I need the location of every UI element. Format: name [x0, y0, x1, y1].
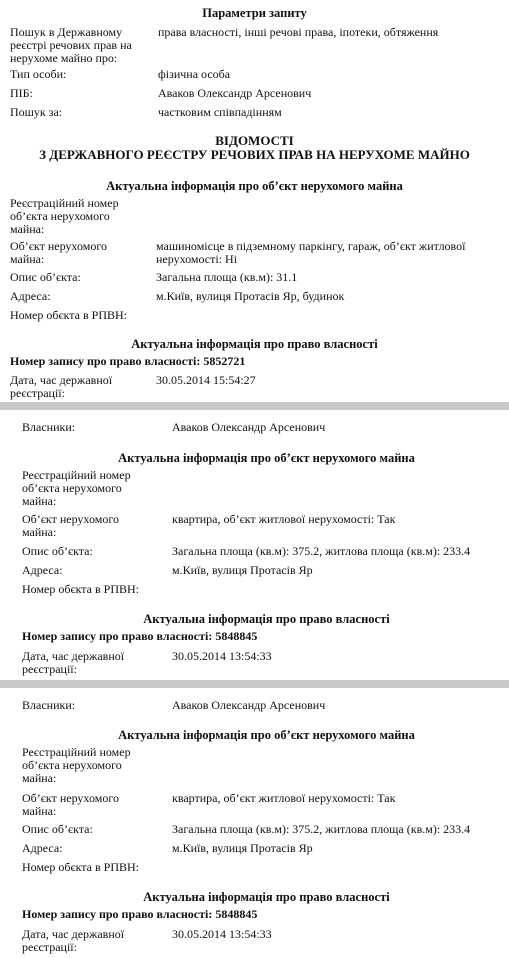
block2-desc-label: Опис об’єкта: — [22, 544, 93, 558]
block3-desc-label: Опис об’єкта: — [22, 822, 93, 836]
block3-object-heading: Актуальна інформація про об’єкт нерухомого майна — [118, 728, 415, 742]
block3-reg-num-label: Реєстраційний номер об’єкта нерухомого майна: — [22, 745, 131, 785]
query-label-name: ПІБ: — [10, 86, 33, 100]
block1-reg-num-label: Реєстраційний номер об’єкта нерухомого майна: — [10, 196, 119, 236]
block2-address-value: м.Київ, вулиця Протасів Яр — [172, 563, 313, 577]
block3-right-heading: Актуальна інформація про право власності — [143, 890, 390, 904]
block1-date-label: Дата, час державної реєстрації: — [10, 373, 113, 400]
block3-desc-value: Загальна площа (кв.м): 375.2, житлова площа (кв.м): 233.4 — [172, 822, 471, 836]
query-value-name: Аваков Олександр Арсенович — [158, 86, 312, 100]
block2-address-label: Адреса: — [22, 563, 63, 577]
query-label-person-type: Тип особи: — [10, 67, 67, 81]
query-heading: Параметри запиту — [202, 6, 307, 20]
block3-address-value: м.Київ, вулиця Протасів Яр — [172, 841, 313, 855]
document-title-line2: З ДЕРЖАВНОГО РЕЄСТРУ РЕЧОВИХ ПРАВ НА НЕРУХОМЕ МАЙНО — [39, 147, 470, 162]
block3-rpvn-label: Номер обєкта в РПВН: — [22, 860, 140, 874]
block1-object-heading: Актуальна інформація про об’єкт нерухомого майна — [106, 179, 403, 193]
block2-rpvn-label: Номер обєкта в РПВН: — [22, 582, 140, 596]
block2-object-label: Об’єкт нерухомого майна: — [22, 512, 119, 539]
query-label-search: Пошук в Державному реєстрі речових прав на нерухоме майно про: — [10, 25, 132, 65]
block1-address-label: Адреса: — [10, 289, 51, 303]
block3-date-value: 30.05.2014 13:54:33 — [172, 927, 272, 941]
block3-record-label: Номер запису про право власності: 5848845 — [22, 907, 258, 921]
block1-address-value: м.Київ, вулиця Протасів Яр, будинок — [156, 289, 345, 303]
query-value-search: права власності, інші речові права, іпотеки, обтяження — [158, 25, 439, 39]
block3-object-value: квартира, об’єкт житлової нерухомості: Так — [172, 791, 396, 805]
block2-date-value: 30.05.2014 13:54:33 — [172, 649, 272, 663]
block2-date-label: Дата, час державної реєстрації: — [22, 649, 125, 676]
block1-object-label: Об’єкт нерухомого майна: — [10, 239, 107, 266]
block1-record-label: Номер запису про право власності: 5852721 — [10, 354, 246, 368]
block1-object-value: машиномісце в підземному паркінгу, гараж, об’єкт житлової нерухомості: Ні — [156, 239, 466, 266]
block2-object-value: квартира, об’єкт житлової нерухомості: Так — [172, 512, 396, 526]
query-value-search-by: частковим співпадінням — [158, 105, 282, 119]
block1-desc-value: Загальна площа (кв.м): 31.1 — [156, 270, 298, 284]
block2-owners-label: Власники: — [22, 420, 76, 434]
query-value-person-type: фізична особа — [158, 67, 231, 81]
page-break-band — [0, 402, 509, 410]
block3-object-label: Об’єкт нерухомого майна: — [22, 791, 119, 818]
block3-address-label: Адреса: — [22, 841, 63, 855]
block2-owners-value: Аваков Олександр Арсенович — [172, 420, 326, 434]
block1-desc-label: Опис об’єкта: — [10, 270, 81, 284]
block1-right-heading: Актуальна інформація про право власності — [131, 337, 378, 351]
block2-record-label: Номер запису про право власності: 5848845 — [22, 629, 258, 643]
block3-owners-label: Власники: — [22, 698, 76, 712]
block2-desc-value: Загальна площа (кв.м): 375.2, житлова площа (кв.м): 233.4 — [172, 544, 471, 558]
block2-right-heading: Актуальна інформація про право власності — [143, 612, 390, 626]
block1-rpvn-label: Номер обєкта в РПВН: — [10, 308, 128, 322]
block1-date-value: 30.05.2014 15:54:27 — [156, 373, 256, 387]
block3-owners-value: Аваков Олександр Арсенович — [172, 698, 326, 712]
query-label-search-by: Пошук за: — [10, 105, 63, 119]
document-title-line1: ВІДОМОСТІ — [215, 133, 294, 148]
block2-reg-num-label: Реєстраційний номер об’єкта нерухомого майна: — [22, 468, 131, 508]
block3-date-label: Дата, час державної реєстрації: — [22, 927, 125, 954]
block2-object-heading: Актуальна інформація про об’єкт нерухомого майна — [118, 451, 415, 465]
page-break-band — [0, 680, 509, 688]
